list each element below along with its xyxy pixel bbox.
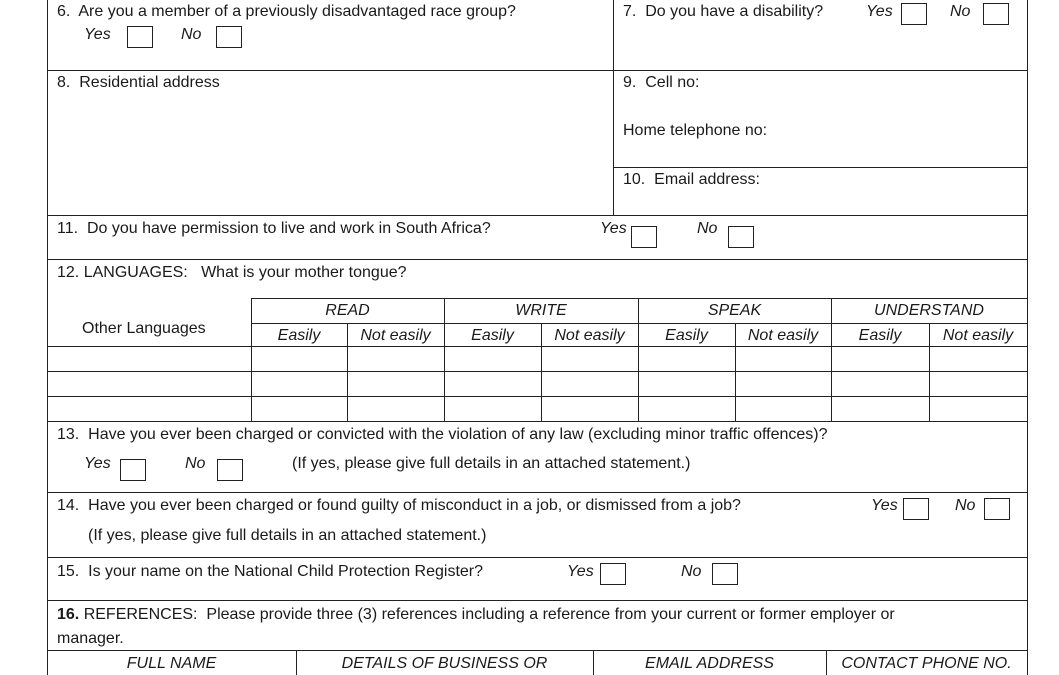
q11-yes-label: Yes [600, 220, 627, 237]
q13-no-checkbox[interactable] [217, 459, 243, 481]
q14-no-checkbox[interactable] [984, 498, 1010, 520]
q14-question [57, 496, 741, 516]
form-border-right [1027, 0, 1028, 675]
q12-number: 12. [57, 264, 80, 281]
row-divider [47, 600, 1028, 601]
col-business-details: DETAILS OF BUSINESS OR [341, 655, 548, 672]
header-read: READ [325, 302, 370, 319]
row-divider [47, 215, 1028, 216]
q11-no-label: No [697, 220, 718, 237]
q15-yes-label: Yes [567, 563, 594, 580]
q8-question [57, 73, 220, 93]
row-divider [47, 371, 1028, 372]
q15-text: Is your name on the National Child Protection Register? [88, 563, 484, 580]
q6-question [57, 2, 516, 22]
q16-text-continued: manager. [57, 630, 124, 647]
row-divider [613, 167, 1028, 168]
q9-cell-label [623, 73, 699, 93]
q13-note: (If yes, please give full details in an attached statement.) [292, 455, 691, 472]
q12-question [57, 263, 407, 283]
subheader-not-easily: Not easily [747, 327, 819, 344]
q12-text: LANGUAGES: What is your mother tongue? [83, 264, 407, 281]
q9-number: 9. [623, 74, 637, 91]
q7-yes-checkbox[interactable] [901, 3, 927, 25]
q7-number: 7. [623, 3, 637, 20]
row-divider [47, 396, 1028, 397]
q16-number: 16. [57, 606, 80, 623]
other-languages-label: Other Languages [82, 320, 206, 337]
q11-question [57, 219, 491, 239]
subheader-easily: Easily [471, 327, 514, 344]
row-divider [251, 323, 1028, 324]
q11-text: Do you have permission to live and work in South Africa? [86, 220, 491, 237]
q6-yes-label: Yes [84, 26, 111, 43]
q7-no-label: No [950, 3, 971, 20]
row-divider [47, 259, 1028, 260]
q9-cell-text: Cell no: [645, 74, 700, 91]
row-divider [47, 557, 1028, 558]
subheader-not-easily: Not easily [942, 327, 1014, 344]
q14-yes-label: Yes [871, 497, 898, 514]
q13-yes-label: Yes [84, 455, 111, 472]
q8-text: Residential address [79, 74, 220, 91]
q14-number: 14. [57, 497, 80, 514]
subheader-not-easily: Not easily [360, 327, 431, 344]
row-divider [47, 70, 1028, 71]
q10-question [623, 170, 760, 190]
row-divider [47, 492, 1028, 493]
q6-yes-checkbox[interactable] [127, 26, 153, 48]
column-divider [613, 0, 614, 216]
row-divider [251, 298, 1028, 299]
q11-number: 11. [57, 220, 79, 237]
q15-no-label: No [681, 563, 702, 580]
q7-text: Do you have a disability? [645, 3, 824, 20]
row-divider [47, 650, 1028, 651]
col-full-name: FULL NAME [126, 655, 217, 672]
q9-home-label: Home telephone no: [623, 122, 768, 139]
q13-question [57, 425, 828, 445]
q7-question [623, 2, 823, 22]
q6-no-checkbox[interactable] [216, 26, 242, 48]
q15-yes-checkbox[interactable] [600, 563, 626, 585]
q14-yes-checkbox[interactable] [903, 498, 929, 520]
subheader-easily: Easily [277, 327, 321, 344]
col-email-address: EMAIL ADDRESS [645, 655, 774, 672]
header-understand: UNDERSTAND [874, 302, 984, 319]
header-speak: SPEAK [707, 302, 762, 319]
q13-no-label: No [185, 455, 206, 472]
row-divider [47, 346, 1028, 347]
q8-number: 8. [57, 74, 71, 91]
q15-no-checkbox[interactable] [712, 563, 738, 585]
q16-text: Please provide three (3) references including a reference from your current or former employer or [206, 606, 895, 623]
q16-label: REFERENCES: [83, 606, 198, 623]
q7-no-checkbox[interactable] [983, 3, 1009, 25]
q6-no-label: No [181, 26, 202, 43]
q10-text: Email address: [654, 171, 760, 188]
form-border-left [47, 0, 48, 675]
q6-text: Are you a member of a previously disadvantaged race group? [78, 3, 516, 20]
q14-no-label: No [955, 497, 976, 514]
q11-yes-checkbox[interactable] [631, 226, 657, 248]
q16-question [57, 605, 895, 625]
q14-note: (If yes, please give full details in an attached statement.) [88, 527, 487, 544]
q6-number: 6. [57, 3, 71, 20]
q13-text: Have you ever been charged or convicted with the violation of any law (excluding minor traffic offences)? [88, 426, 828, 443]
header-write: WRITE [515, 302, 567, 319]
subheader-easily: Easily [858, 327, 902, 344]
q13-number: 13. [57, 426, 80, 443]
subheader-easily: Easily [665, 327, 708, 344]
q13-yes-checkbox[interactable] [120, 459, 146, 481]
col-contact-phone: CONTACT PHONE NO. [841, 655, 1012, 672]
q10-number: 10. [623, 171, 646, 188]
q14-text: Have you ever been charged or found guilty of misconduct in a job, or dismissed from a job? [88, 497, 741, 514]
row-divider [47, 421, 1028, 422]
q11-no-checkbox[interactable] [728, 226, 754, 248]
q7-yes-label: Yes [866, 3, 893, 20]
q15-number: 15. [57, 563, 80, 580]
subheader-not-easily: Not easily [554, 327, 625, 344]
q15-question [57, 562, 483, 582]
